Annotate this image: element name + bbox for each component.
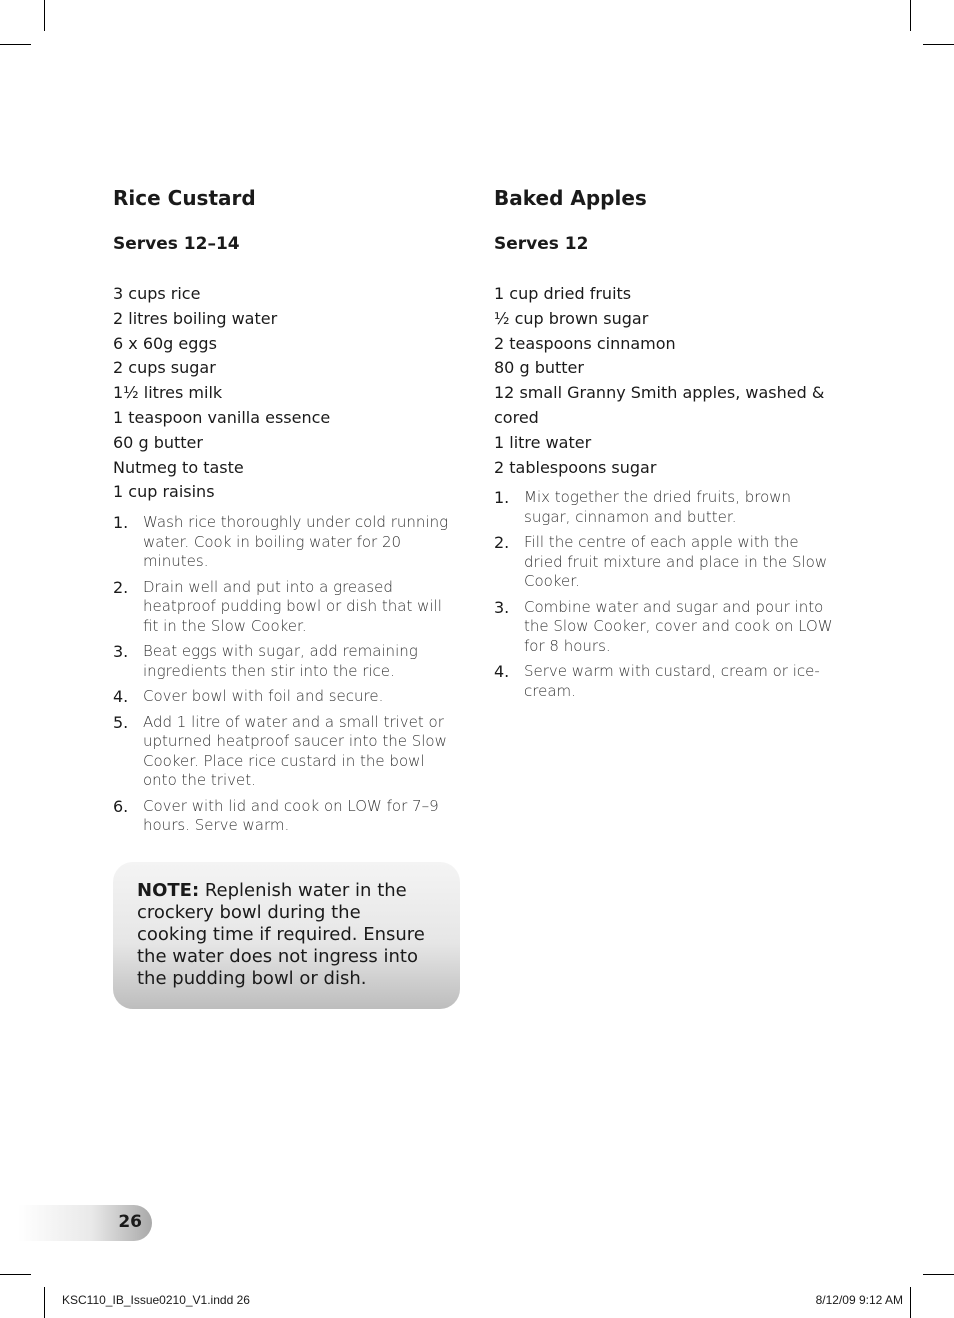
page-number-tab [18,1205,152,1241]
serves-line: Serves 12 [494,234,589,254]
ingredient-item: ½ cup brown sugar [494,308,649,328]
step-number: 1. [113,513,129,533]
ingredient-item: 2 cups sugar [113,358,216,378]
method-steps [494,488,839,701]
step-text: Fill the centre of each apple with the dried fruit mixture and place in the Slow Cooker. [524,533,828,591]
method-step [113,513,458,572]
crop-mark [910,0,911,31]
ingredient-list [494,282,839,480]
method-step [113,797,458,836]
ingredient-list [113,282,458,505]
ingredient-item: 1 cup raisins [113,482,215,502]
ingredient-item: 1 teaspoon vanilla essence [113,407,331,427]
step-text: Cover bowl with foil and secure. [143,687,384,706]
crop-mark [910,1287,911,1318]
step-number: 3. [113,642,129,662]
ingredient-item: 6 x 60g eggs [113,333,217,353]
step-number: 4. [113,687,129,707]
crop-mark [44,0,45,31]
method-step [113,642,458,681]
note-label: NOTE: [137,880,200,901]
footer-timestamp: 8/12/09 9:12 AM [815,1293,903,1307]
ingredient-item: 2 teaspoons cinnamon [494,333,676,353]
step-number: 5. [113,712,129,732]
ingredient-item: 60 g butter [113,432,203,452]
recipe-title: Baked Apples [494,186,647,210]
step-number: 6. [113,796,129,816]
method-step [113,713,458,791]
crop-mark [0,44,31,45]
recipe-title: Rice Custard [113,186,256,210]
method-step [113,687,458,707]
step-text: Combine water and sugar and pour into the Slow Cooker, cover and cook on LOW for 8 hours. [524,597,833,655]
step-number: 4. [494,662,510,682]
step-text: Mix together the dried fruits, brown sugar, cinnamon and butter. [524,488,792,526]
crop-mark [44,1287,45,1318]
ingredient-item: 2 tablespoons sugar [494,457,657,477]
footer-filename: KSC110_IB_Issue0210_V1.indd 26 [62,1293,250,1307]
crop-mark [923,1274,954,1275]
step-number: 2. [113,577,129,597]
method-step [494,598,839,657]
ingredient-item: Nutmeg to taste [113,457,244,477]
note-text: Replenish water in the crockery bowl during the cooking time if required. Ensure the water does not ingress into the pudding bowl or dish. [137,880,425,989]
step-text: Beat eggs with sugar, add remaining ingredients then stir into the rice. [143,642,418,680]
crop-mark [923,44,954,45]
step-text: Serve warm with custard, cream or ice-cream. [524,662,820,700]
ingredient-item: 1 cup dried fruits [494,284,632,303]
serves-line: Serves 12–14 [113,234,240,254]
step-number: 2. [494,533,510,553]
crop-mark [0,1274,31,1275]
step-text: Drain well and put into a greased heatproof pudding bowl or dish that will fit in the Slow Cooker. [143,577,442,635]
baked-apples-recipe [494,184,839,707]
ingredient-item: 3 cups rice [113,284,201,303]
method-step [494,488,839,527]
ingredient-item: 1½ litres milk [113,383,223,403]
note-box [113,862,460,1009]
method-step [494,533,839,592]
step-text: Add 1 litre of water and a small trivet or upturned heatproof saucer into the Slow Cooker. Place rice custard in the bowl onto the trivet. [143,712,447,790]
ingredient-item: 1 litre water [494,432,592,452]
ingredient-item: 12 small Granny Smith apples, washed & cored [494,383,825,427]
method-step [494,662,839,701]
ingredient-item: 80 g butter [494,358,584,378]
method-step [113,578,458,637]
step-text: Cover with lid and cook on LOW for 7–9 hours. Serve warm. [143,796,439,835]
method-steps [113,513,458,836]
step-text: Wash rice thoroughly under cold running water. Cook in boiling water for 20 minutes. [143,513,449,571]
step-number: 3. [494,597,510,617]
rice-custard-recipe [113,184,458,842]
ingredient-item: 2 litres boiling water [113,308,278,328]
page-number: 26 [118,1212,142,1232]
step-number: 1. [494,488,510,508]
